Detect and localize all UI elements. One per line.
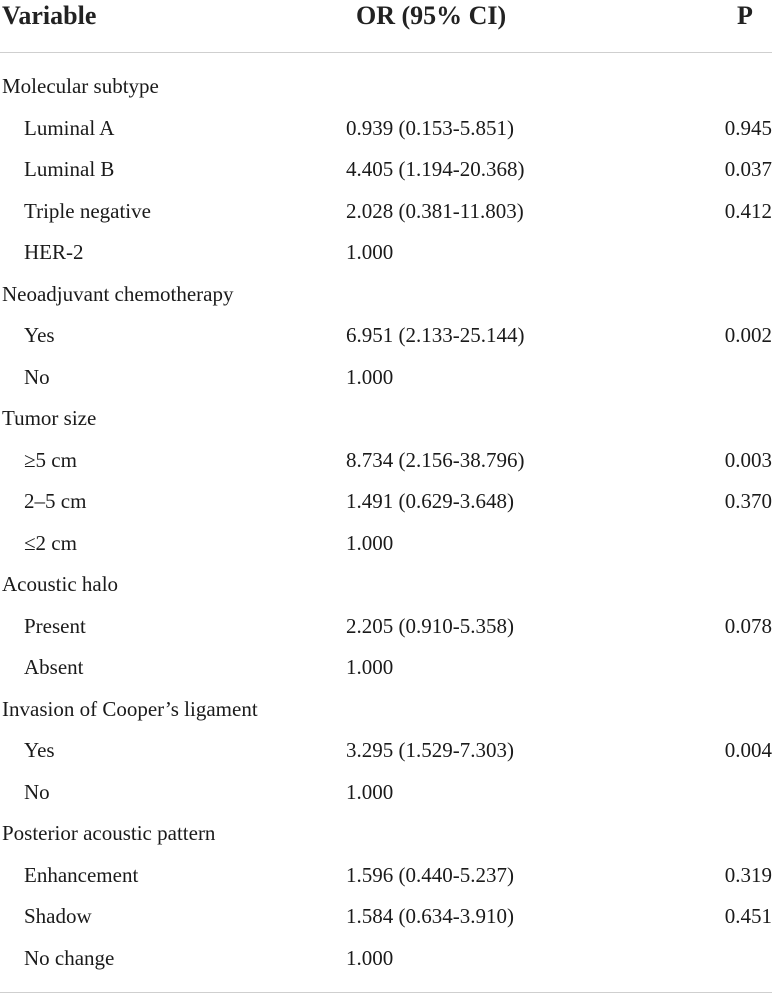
cell-p: 0.037 bbox=[724, 157, 772, 181]
table-row bbox=[0, 440, 772, 482]
table-header bbox=[0, 0, 772, 53]
table-row bbox=[0, 149, 772, 191]
table-row bbox=[0, 647, 772, 689]
cell-variable: ≥5 cm bbox=[24, 447, 77, 472]
cell-variable: No bbox=[24, 779, 50, 804]
cell-variable: ≤2 cm bbox=[24, 530, 77, 555]
table-row bbox=[0, 357, 772, 399]
cell-variable: Acoustic halo bbox=[2, 572, 119, 596]
cell-p: 0.451 bbox=[724, 904, 772, 928]
cell-p: 0.003 bbox=[724, 447, 772, 472]
table-row bbox=[0, 896, 772, 938]
table-row bbox=[0, 689, 772, 731]
header-or-ci: OR (95% CI) bbox=[356, 1, 507, 30]
cell-or-ci: 1.491 (0.629-3.648) bbox=[346, 489, 514, 513]
cell-or-ci: 6.951 (2.133-25.144) bbox=[346, 323, 525, 347]
cell-variable: No change bbox=[24, 945, 115, 970]
cell-variable: Shadow bbox=[24, 904, 92, 928]
cell-or-ci: 1.000 bbox=[346, 530, 394, 555]
cell-or-ci: 1.000 bbox=[346, 779, 394, 804]
cell-or-ci: 1.000 bbox=[346, 364, 394, 389]
cell-variable: Invasion of Cooper’s ligament bbox=[2, 696, 258, 721]
cell-or-ci: 2.028 (0.381-11.803) bbox=[346, 198, 524, 223]
header-variable: Variable bbox=[2, 1, 97, 30]
table-row bbox=[0, 523, 772, 565]
table-row bbox=[0, 274, 772, 316]
cell-or-ci: 3.295 (1.529-7.303) bbox=[346, 738, 514, 762]
cell-p: 0.370 bbox=[724, 489, 772, 513]
table-row bbox=[0, 564, 772, 606]
table-row bbox=[0, 315, 772, 357]
table-bottom-rule bbox=[0, 992, 772, 993]
cell-or-ci: 4.405 (1.194-20.368) bbox=[346, 157, 525, 181]
table-row bbox=[0, 191, 772, 233]
cell-variable: Neoadjuvant chemotherapy bbox=[2, 281, 234, 306]
cell-variable: Tumor size bbox=[2, 406, 97, 430]
cell-variable: 2–5 cm bbox=[24, 489, 87, 513]
cell-variable: Absent bbox=[24, 655, 84, 679]
cell-variable: Present bbox=[24, 613, 86, 638]
table-row bbox=[0, 938, 772, 980]
cell-p: 0.078 bbox=[724, 613, 772, 638]
cell-variable: Triple negative bbox=[24, 198, 151, 223]
cell-p: 0.945 bbox=[724, 115, 772, 140]
table-row bbox=[0, 813, 772, 855]
table-row bbox=[0, 855, 772, 897]
cell-or-ci: 1.584 (0.634-3.910) bbox=[346, 904, 514, 928]
cell-or-ci: 1.000 bbox=[346, 655, 394, 679]
table-row bbox=[0, 730, 772, 772]
cell-p: 0.004 bbox=[724, 738, 772, 762]
cell-variable: Enhancement bbox=[24, 862, 139, 887]
cell-variable: Yes bbox=[24, 738, 55, 762]
cell-or-ci: 8.734 (2.156-38.796) bbox=[346, 447, 525, 472]
cell-or-ci: 1.000 bbox=[346, 240, 394, 264]
table-row bbox=[0, 606, 772, 648]
table-row bbox=[0, 232, 772, 274]
cell-variable: Luminal A bbox=[24, 115, 115, 140]
cell-or-ci: 1.000 bbox=[346, 945, 394, 970]
table-row bbox=[0, 66, 772, 108]
table-row bbox=[0, 398, 772, 440]
cell-variable: HER-2 bbox=[24, 240, 84, 264]
table-row bbox=[0, 108, 772, 150]
table-row bbox=[0, 772, 772, 814]
cell-variable: No bbox=[24, 364, 50, 389]
cell-p: 0.412 bbox=[724, 198, 772, 223]
table-body bbox=[0, 66, 772, 979]
cell-variable: Molecular subtype bbox=[2, 74, 159, 98]
cell-or-ci: 0.939 (0.153-5.851) bbox=[346, 115, 514, 140]
cell-variable: Posterior acoustic pattern bbox=[2, 821, 216, 845]
cell-or-ci: 1.596 (0.440-5.237) bbox=[346, 862, 514, 887]
table-row bbox=[0, 481, 772, 523]
cell-variable: Luminal B bbox=[24, 157, 115, 181]
header-p: P bbox=[737, 1, 753, 30]
cell-p: 0.319 bbox=[724, 862, 772, 887]
cell-variable: Yes bbox=[24, 323, 55, 347]
cell-or-ci: 2.205 (0.910-5.358) bbox=[346, 613, 514, 638]
cell-p: 0.002 bbox=[724, 323, 772, 347]
